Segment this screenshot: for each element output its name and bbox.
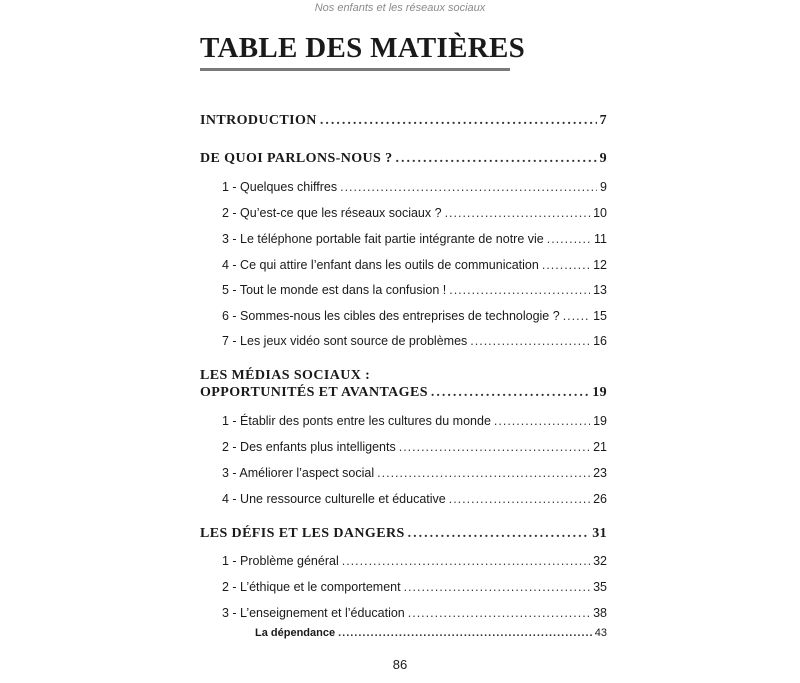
toc-page-number: 9 <box>599 151 607 166</box>
toc-entry-2-1[interactable] <box>222 413 607 429</box>
toc-leader-dots <box>445 205 591 221</box>
toc-leader-dots <box>431 385 589 401</box>
toc-label: 3 - L’enseignement et l’éducation <box>222 606 405 620</box>
toc-label: 1 - Problème général <box>222 554 339 568</box>
toc-leader-dots <box>449 491 590 507</box>
toc-page-number: 21 <box>593 440 607 454</box>
toc-page-number: 38 <box>593 606 607 620</box>
toc-entry-1-7[interactable] <box>222 333 607 349</box>
toc-page-number: 10 <box>593 206 607 220</box>
toc-label: 1 - Établir des ponts entre les cultures du monde <box>222 414 491 428</box>
toc-page-number: 31 <box>592 526 607 541</box>
toc-leader-dots <box>408 605 590 621</box>
page-number: 86 <box>392 657 408 672</box>
toc-leader-dots <box>470 333 590 349</box>
toc-label: 2 - L’éthique et le comportement <box>222 580 401 594</box>
toc-label: 7 - Les jeux vidéo sont source de problèmes <box>222 334 468 348</box>
toc-page-number: 15 <box>593 309 607 323</box>
toc-leader-dots <box>404 579 591 595</box>
toc-leader-dots <box>377 465 590 481</box>
toc-leader-dots <box>547 231 591 247</box>
toc-label: 6 - Sommes-nous les cibles des entreprises de technologie ? <box>222 309 560 323</box>
toc-label: 4 - Une ressource culturelle et éducative <box>222 492 446 506</box>
toc-entry-1-3[interactable] <box>222 231 607 247</box>
toc-leader-dots <box>338 625 592 641</box>
toc-entry-3-1[interactable] <box>222 553 607 569</box>
toc-label: 5 - Tout le monde est dans la confusion ! <box>222 283 447 297</box>
toc-leader-dots <box>396 151 597 167</box>
toc-label: DE QUOI PARLONS-NOUS ? <box>200 151 393 166</box>
toc-label: OPPORTUNITÉS ET AVANTAGES <box>200 385 428 400</box>
toc-page-number: 19 <box>593 414 607 428</box>
toc-entry-1-6[interactable] <box>222 308 607 324</box>
toc-label: LES DÉFIS ET LES DANGERS <box>200 526 405 541</box>
toc-leader-dots <box>494 413 590 429</box>
title-underline <box>200 68 510 71</box>
toc-label: La dépendance <box>255 627 336 639</box>
toc-leader-dots <box>320 113 597 129</box>
toc-page-number: 13 <box>593 283 607 297</box>
toc-label: 2 - Des enfants plus intelligents <box>222 440 396 454</box>
toc-label: 1 - Quelques chiffres <box>222 180 338 194</box>
toc-label: 2 - Qu’est-ce que les réseaux sociaux ? <box>222 206 442 220</box>
toc-entry-3-3[interactable] <box>222 605 607 621</box>
toc-entry-2-2[interactable] <box>222 439 607 455</box>
toc-page-number: 12 <box>593 258 607 272</box>
toc-leader-dots <box>563 308 590 324</box>
toc-page-number: 32 <box>593 554 607 568</box>
toc-page-number: 9 <box>600 180 607 194</box>
toc-leader-dots <box>408 526 590 542</box>
toc-page-number: 43 <box>594 627 607 639</box>
toc-entry-3-3-1[interactable] <box>255 625 607 641</box>
toc-leader-dots <box>340 179 597 195</box>
toc-page-number: 7 <box>599 113 607 128</box>
toc-page-number: 26 <box>593 492 607 506</box>
toc-entry-1-1[interactable] <box>222 179 607 195</box>
toc-page-number: 35 <box>593 580 607 594</box>
toc-leader-dots <box>449 282 590 298</box>
page-title: TABLE DES MATIÈRES <box>200 32 526 64</box>
toc-leader-dots <box>399 439 590 455</box>
toc-label: 4 - Ce qui attire l’enfant dans les outils de communication <box>222 258 539 272</box>
toc-label: 3 - Améliorer l’aspect social <box>222 466 375 480</box>
toc-entry-chapter-3[interactable] <box>200 526 607 542</box>
toc-label: 3 - Le téléphone portable fait partie intégrante de notre vie <box>222 232 544 246</box>
toc-entry-introduction[interactable] <box>200 113 607 129</box>
toc-entry-3-2[interactable] <box>222 579 607 595</box>
toc-page-number: 11 <box>594 232 607 246</box>
toc-entry-1-2[interactable] <box>222 205 607 221</box>
toc-page-number: 16 <box>593 334 607 348</box>
toc-leader-dots <box>542 257 590 273</box>
toc-entry-1-5[interactable] <box>222 282 607 298</box>
toc-page-number: 23 <box>593 466 607 480</box>
toc-entry-chapter-2[interactable] <box>200 385 607 401</box>
toc-chapter-2-label-line1[interactable]: LES MÉDIAS SOCIAUX : <box>200 368 371 383</box>
toc-leader-dots <box>342 553 590 569</box>
toc-entry-chapter-1[interactable] <box>200 151 607 167</box>
toc-label: INTRODUCTION <box>200 113 317 128</box>
toc-entry-2-3[interactable] <box>222 465 607 481</box>
toc-page-number: 19 <box>592 385 607 400</box>
toc-entry-2-4[interactable] <box>222 491 607 507</box>
toc-entry-1-4[interactable] <box>222 257 607 273</box>
running-head: Nos enfants et les réseaux sociaux <box>314 2 486 14</box>
